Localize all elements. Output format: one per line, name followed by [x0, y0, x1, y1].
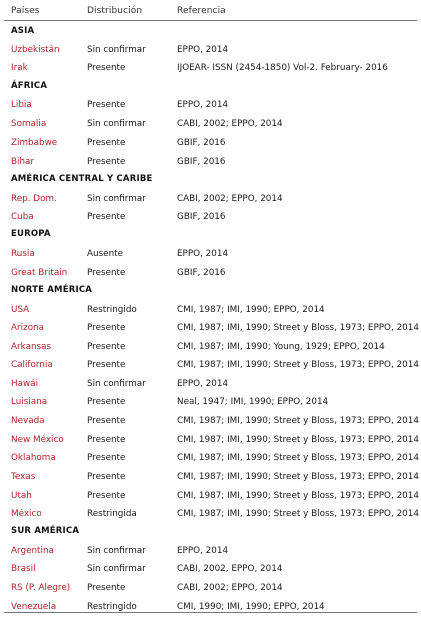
reference-cell: CMI, 1987; IMI, 1990; Street y Bloss, 1973; EPPO, 2014 — [177, 453, 419, 463]
reference-cell: IJOEAR- ISSN (2454-1850) Vol-2. February- 2016 — [177, 63, 388, 73]
reference-cell: EPPO, 2014 — [177, 249, 229, 259]
reference-cell: CABI, 2002, EPPO, 2014 — [177, 564, 283, 574]
country-cell: Nevada — [11, 416, 45, 426]
country-cell: California — [11, 360, 53, 370]
region-heading: AMÉRICA CENTRAL Y CARIBE — [11, 174, 153, 184]
country-cell: USA — [11, 305, 30, 315]
table-row — [0, 378, 421, 396]
reference-cell: GBIF, 2016 — [177, 212, 226, 222]
table-row — [0, 118, 421, 136]
reference-cell: Neal, 1947; IMI, 1990; EPPO, 2014 — [177, 397, 329, 407]
table-row — [0, 62, 421, 80]
distribution-cell: Presente — [87, 268, 126, 278]
distribution-cell: Presente — [87, 342, 126, 352]
reference-cell: CABI, 2002; EPPO, 2014 — [177, 194, 283, 204]
country-cell: Utah — [11, 491, 32, 501]
region-heading: EUROPA — [11, 229, 51, 239]
table-row — [0, 415, 421, 433]
table-row — [0, 452, 421, 470]
table-header — [0, 0, 421, 22]
table-row — [0, 267, 421, 285]
table-row — [0, 563, 421, 581]
table-row — [0, 359, 421, 377]
reference-cell: GBIF, 2016 — [177, 268, 226, 278]
header-rule — [4, 20, 417, 21]
table-row — [0, 193, 421, 211]
table-row — [0, 341, 421, 359]
distribution-cell: Presente — [87, 212, 126, 222]
country-cell: Libia — [11, 100, 32, 110]
table-row — [0, 582, 421, 600]
distribution-cell: Presente — [87, 397, 126, 407]
reference-cell: CMI, 1987; IMI, 1990; Street y Bloss, 1973; EPPO, 2014 — [177, 360, 419, 370]
distribution-cell: Sin confirmar — [87, 379, 146, 389]
country-cell: Arkansas — [11, 342, 52, 352]
country-cell: Argentina — [11, 546, 54, 556]
distribution-cell: Ausente — [87, 249, 124, 259]
reference-cell: CMI, 1987; IMI, 1990; Street y Bloss, 1973; EPPO, 2014 — [177, 472, 419, 482]
table-row — [0, 471, 421, 489]
country-cell: Great Britain — [11, 268, 68, 278]
table-row — [0, 304, 421, 322]
table-row — [0, 508, 421, 526]
reference-cell: EPPO, 2014 — [177, 379, 229, 389]
country-cell: Texas — [11, 472, 36, 482]
reference-cell: EPPO, 2014 — [177, 45, 229, 55]
country-cell: Luisiana — [11, 397, 48, 407]
country-cell: Oklahoma — [11, 453, 56, 463]
reference-cell: EPPO, 2014 — [177, 100, 229, 110]
reference-cell: CMI, 1990; IMI, 1990; EPPO, 2014 — [177, 602, 325, 612]
table-row — [0, 490, 421, 508]
distribution-cell: Sin confirmar — [87, 564, 146, 574]
table-row — [0, 434, 421, 452]
country-cell: Rusia — [11, 249, 35, 259]
country-cell: Venezuela — [11, 602, 57, 612]
reference-cell: CMI, 1987; IMI, 1990; Street y Bloss, 1973; EPPO, 2014 — [177, 509, 419, 519]
distribution-cell: Presente — [87, 157, 126, 167]
reference-cell: CMI, 1987; IMI, 1990; Street y Bloss, 1973; EPPO, 2014 — [177, 491, 419, 501]
table-row — [0, 545, 421, 563]
country-cell: Zimbabwe — [11, 138, 58, 148]
table-row — [0, 137, 421, 155]
table-row — [0, 44, 421, 62]
country-cell: Uzbekistán — [11, 45, 60, 55]
country-cell: Rep. Dom. — [11, 194, 57, 204]
reference-cell: CMI, 1987; IMI, 1990; Street y Bloss, 1973; EPPO, 2014 — [177, 416, 419, 426]
distribution-cell: Sin confirmar — [87, 194, 146, 204]
table-row — [0, 211, 421, 229]
region-heading: ÁFRICA — [11, 81, 48, 91]
distribution-cell: Presente — [87, 472, 126, 482]
region-heading: NORTE AMÉRICA — [11, 285, 93, 295]
table-row — [0, 248, 421, 266]
distribution-cell: Presente — [87, 453, 126, 463]
table-row — [0, 322, 421, 340]
header-countries: Países — [11, 6, 40, 16]
distribution-cell: Presente — [87, 360, 126, 370]
country-cell: Arizona — [11, 323, 45, 333]
country-cell: México — [11, 509, 42, 519]
table-row — [0, 99, 421, 117]
distribution-cell: Restringida — [87, 509, 137, 519]
distribution-cell: Presente — [87, 583, 126, 593]
region-heading: SUR AMÉRICA — [11, 526, 80, 536]
header-distribution: Distribución — [87, 6, 143, 16]
table-row — [0, 396, 421, 414]
region-heading: ASIA — [11, 26, 35, 36]
header-reference: Referencia — [177, 6, 226, 16]
distribution-cell: Presente — [87, 323, 126, 333]
distribution-cell: Sin confirmar — [87, 546, 146, 556]
reference-cell: CMI, 1987; IMI, 1990; Street y Bloss, 1973; EPPO, 2014 — [177, 323, 419, 333]
distribution-cell: Presente — [87, 138, 126, 148]
country-cell: Somalia — [11, 119, 47, 129]
reference-cell: GBIF, 2016 — [177, 157, 226, 167]
reference-cell: CABI, 2002; EPPO, 2014 — [177, 119, 283, 129]
country-cell: Cuba — [11, 212, 34, 222]
distribution-cell: Presente — [87, 100, 126, 110]
reference-cell: EPPO, 2014 — [177, 546, 229, 556]
distribution-cell: Restringido — [87, 305, 137, 315]
distribution-cell: Presente — [87, 491, 126, 501]
country-cell: Irak — [11, 63, 28, 73]
country-cell: Hawái — [11, 379, 39, 389]
reference-cell: CMI, 1987; IMI, 1990; Street y Bloss, 1973; EPPO, 2014 — [177, 435, 419, 445]
reference-cell: GBIF, 2016 — [177, 138, 226, 148]
distribution-cell: Restringido — [87, 602, 137, 612]
table-row — [0, 601, 421, 619]
distribution-cell: Presente — [87, 63, 126, 73]
reference-cell: CMI, 1987; IMI, 1990; Young, 1929; EPPO, 2014 — [177, 342, 385, 352]
distribution-cell: Presente — [87, 416, 126, 426]
country-cell: RS (P. Alegre) — [11, 583, 71, 593]
country-cell: Bihar — [11, 157, 35, 167]
country-cell: Brasil — [11, 564, 36, 574]
reference-cell: CABI, 2002; EPPO, 2014 — [177, 583, 283, 593]
distribution-cell: Presente — [87, 435, 126, 445]
reference-cell: CMI, 1987; IMI, 1990; EPPO, 2014 — [177, 305, 325, 315]
distribution-cell: Sin confirmar — [87, 119, 146, 129]
country-cell: New México — [11, 435, 64, 445]
table-row — [0, 156, 421, 174]
distribution-cell: Sin confirmar — [87, 45, 146, 55]
bottom-rule — [4, 612, 417, 613]
